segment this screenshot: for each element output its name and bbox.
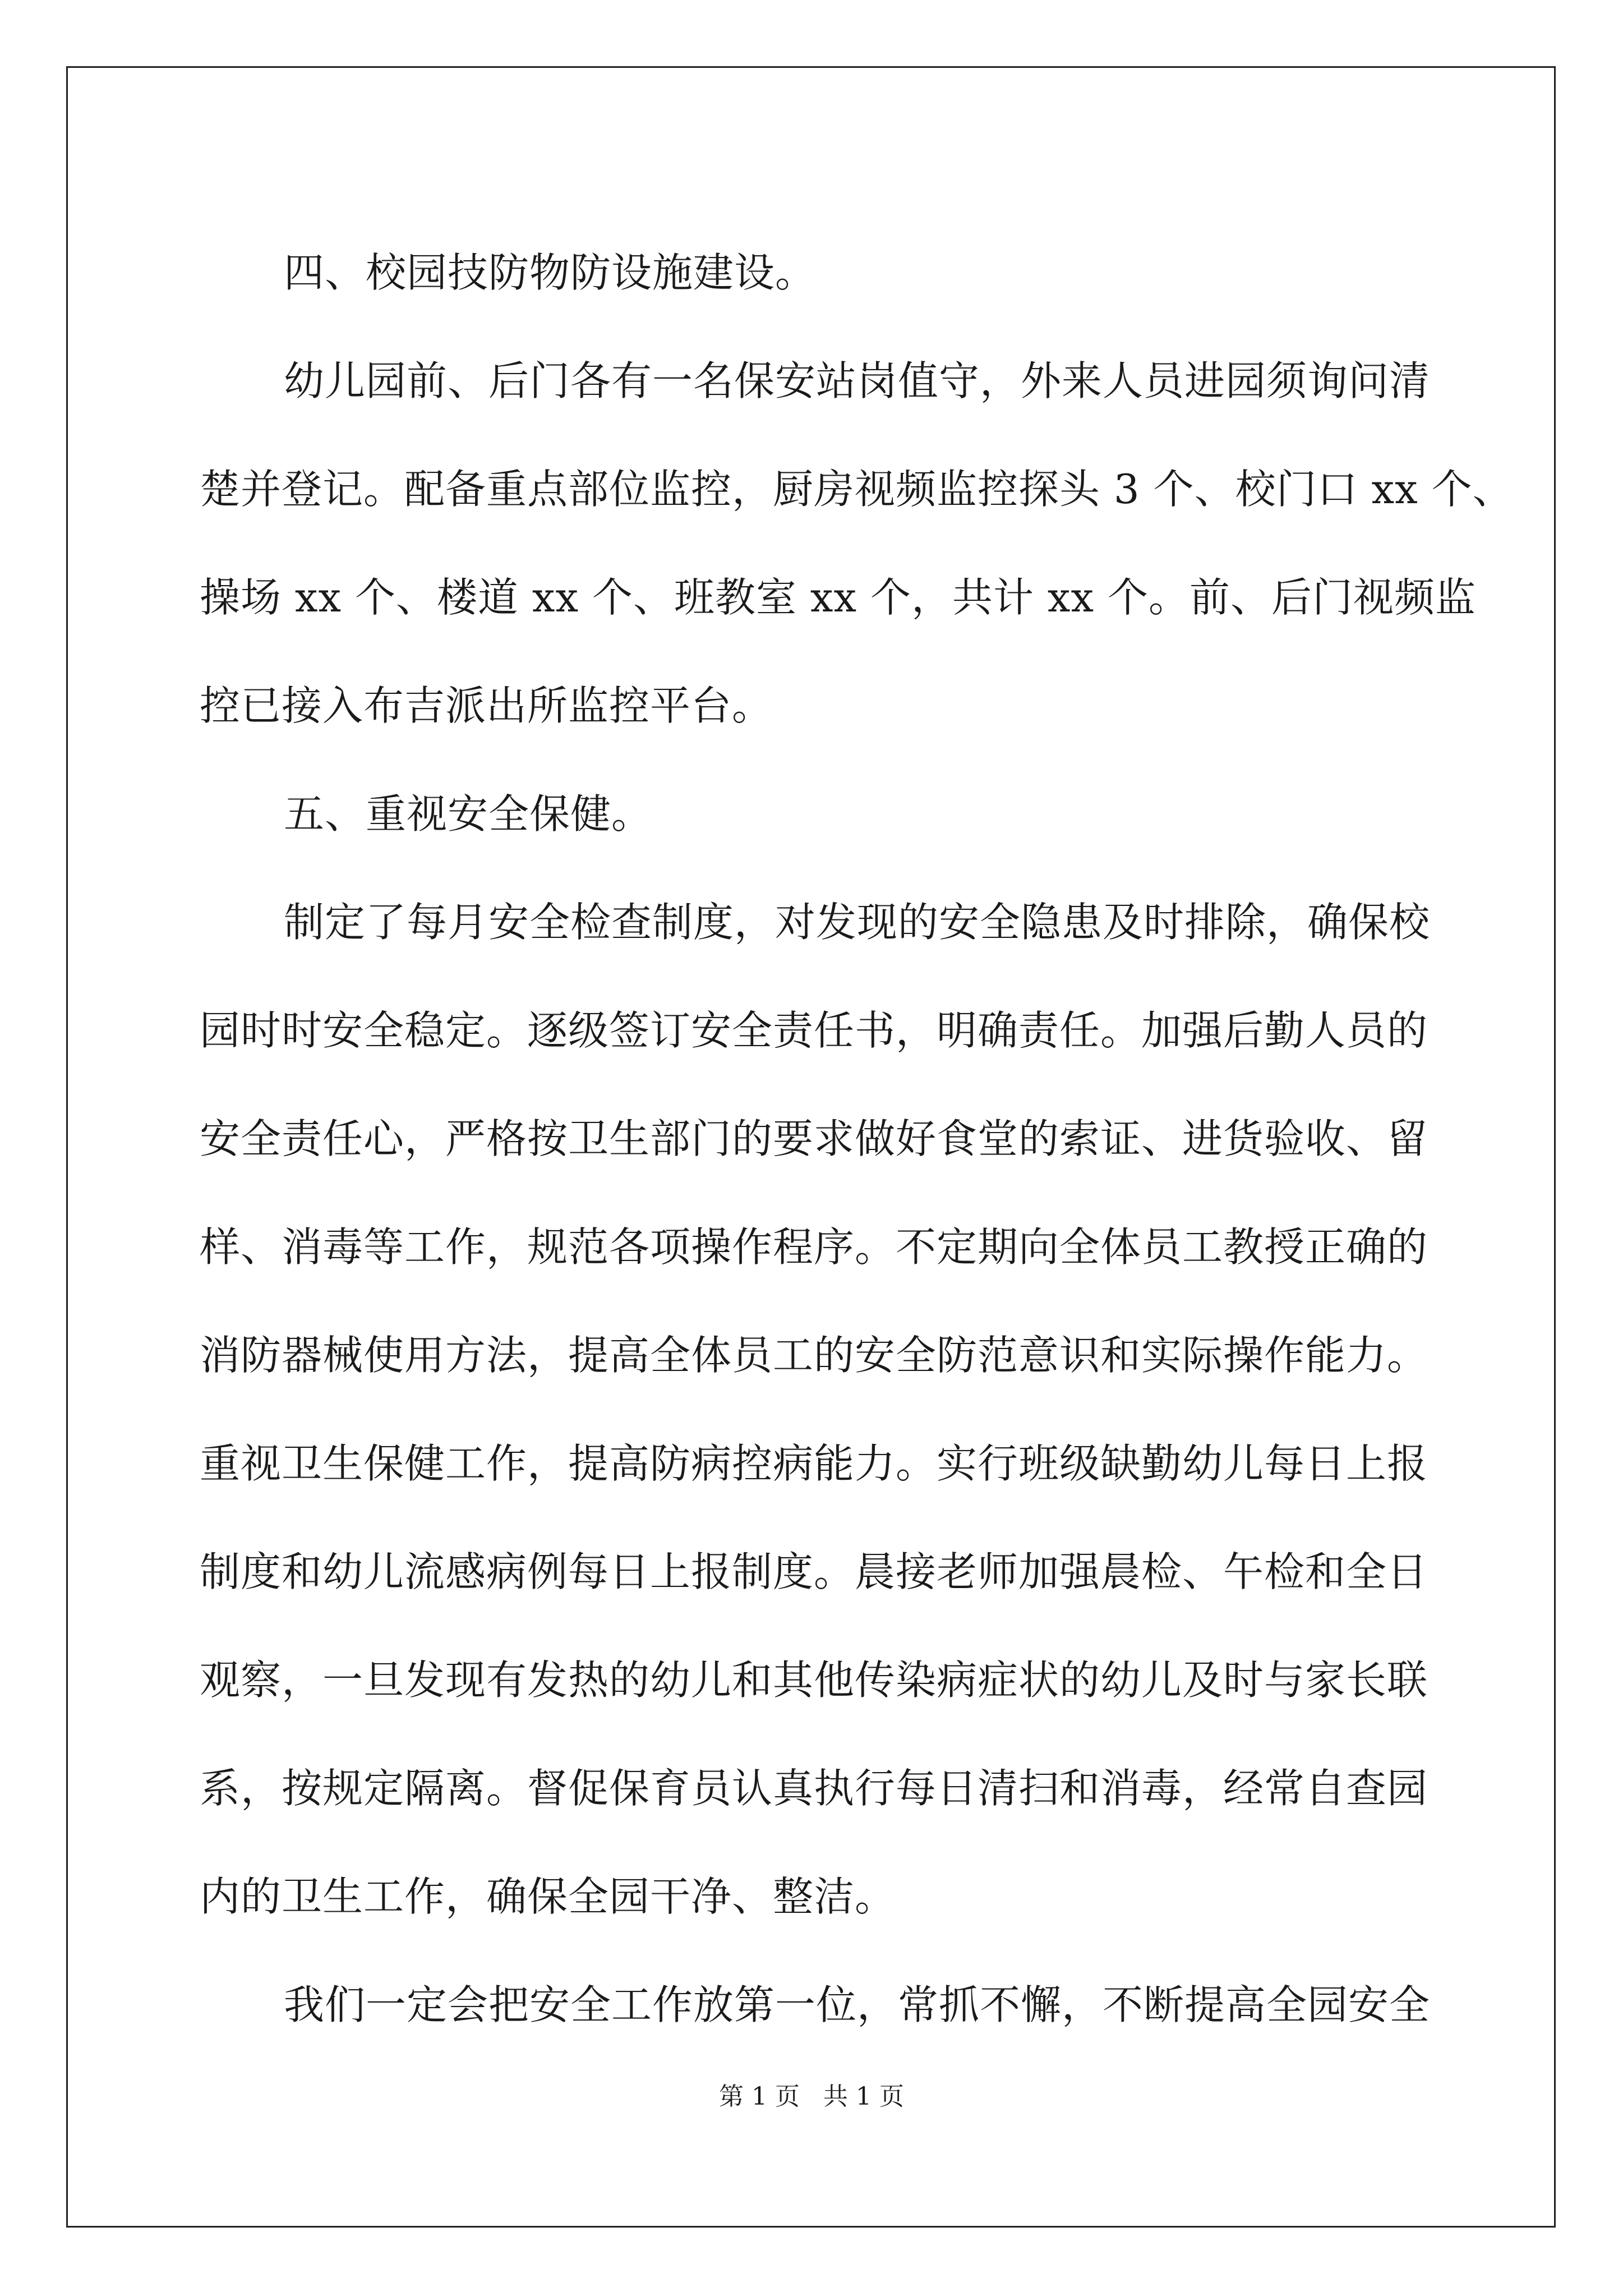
paragraph-line: 观察，一旦发现有发热的幼儿和其他传染病症状的幼儿及时与家长联 xyxy=(200,1657,1428,1704)
paragraph-line: 样、消毒等工作，规范各项操作程序。不定期向全体员工教授正确的 xyxy=(200,1223,1428,1271)
paragraph-line: 楚并登记。配备重点部位监控，厨房视频监控探头 3 个、校门口 xx 个、 xyxy=(200,466,1514,513)
paragraph-line: 内的卫生工作，确保全园干净、整洁。 xyxy=(200,1873,896,1920)
heading-section-5: 五、重视安全保健。 xyxy=(284,790,653,838)
paragraph-line: 园时时安全稳定。逐级签订安全责任书，明确责任。加强后勤人员的 xyxy=(200,1007,1428,1054)
paragraph-line: 安全责任心，严格按卫生部门的要求做好食堂的索证、进货验收、留 xyxy=(200,1115,1428,1162)
paragraph-line: 制度和幼儿流感病例每日上报制度。晨接老师加强晨检、午检和全日 xyxy=(200,1548,1428,1595)
paragraph-line: 消防器械使用方法，提高全体员工的安全防范意识和实际操作能力。 xyxy=(200,1332,1428,1379)
paragraph-line: 幼儿园前、后门各有一名保安站岗值守，外来人员进园须询问清 xyxy=(284,357,1431,404)
heading-section-4: 四、校园技防物防设施建设。 xyxy=(284,249,817,296)
paragraph-line: 操场 xx 个、楼道 xx 个、班教室 xx 个，共计 xx 个。前、后门视频监 xyxy=(200,574,1476,621)
page-number-footer: 第 1 页 共 1 页 xyxy=(719,2082,904,2111)
paragraph-line: 控已接入布吉派出所监控平台。 xyxy=(200,682,773,729)
paragraph-line: 系，按规定隔离。督促保育员认真执行每日清扫和消毒，经常自查园 xyxy=(200,1765,1428,1812)
document-body xyxy=(200,219,1514,2059)
paragraph-line: 重视卫生保健工作，提高防病控病能力。实行班级缺勤幼儿每日上报 xyxy=(200,1440,1428,1487)
paragraph-line: 制定了每月安全检查制度，对发现的安全隐患及时排除，确保校 xyxy=(284,899,1431,946)
paragraph-line: 我们一定会把安全工作放第一位，常抓不懈，不断提高全园安全 xyxy=(284,1981,1431,2028)
